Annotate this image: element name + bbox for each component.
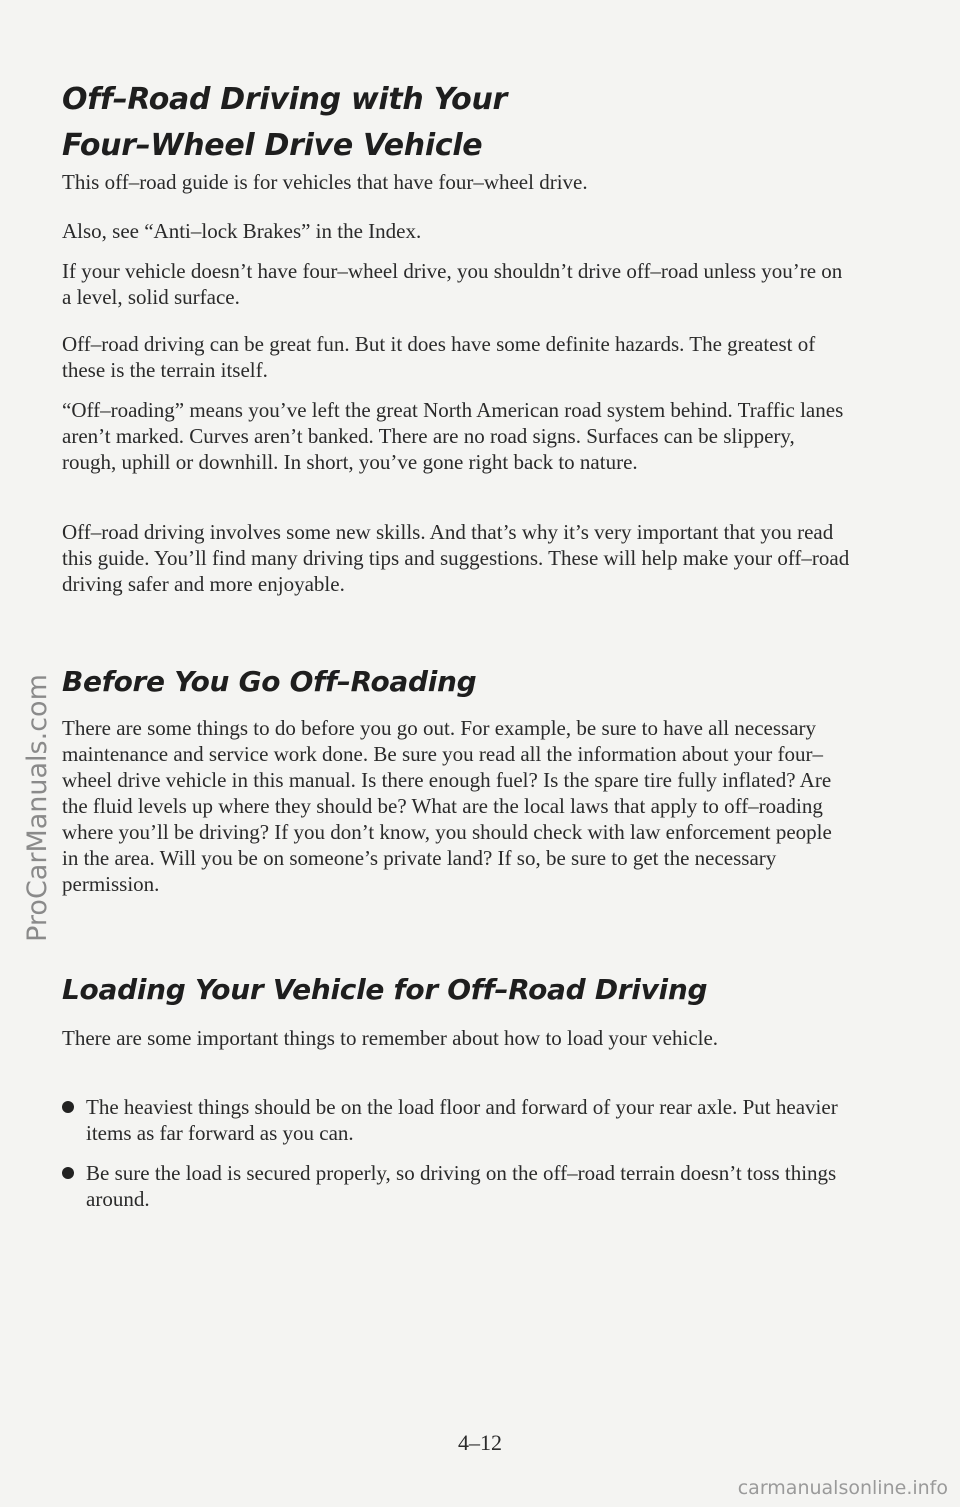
intro-paragraph: Also, see “Anti–lock Brakes” in the Index. xyxy=(62,219,422,243)
bullet-icon xyxy=(62,1167,74,1179)
bullet-icon xyxy=(62,1101,74,1113)
page-title-line2: Four–Wheel Drive Vehicle xyxy=(62,128,483,163)
side-watermark xyxy=(0,618,53,998)
list-item-text: The heaviest things should be on the load floor and forward of your rear axle. Put heavier items as far forward as you can. xyxy=(86,1095,838,1145)
intro-paragraph: Off–road driving involves some new skills. And that’s why it’s very important that you read this guide. You’ll find many driving tips and suggestions. These will help make your off–road driving safer and more enjoyable. xyxy=(62,520,850,596)
intro-paragraph: If your vehicle doesn’t have four–wheel drive, you shouldn’t drive off–road unless you’re on a level, solid surface. xyxy=(62,259,843,309)
bottom-watermark: carmanualsonline.info xyxy=(737,1477,948,1499)
list-item xyxy=(62,1160,862,1212)
section-before-body: There are some things to do before you go out. For example, be sure to have all necessary maintenance and service work done. Be sure you read all the information about your four–wheel drive vehicle in this manual. Is there enough fuel? Is the spare tire fully inflated? Are the fluid levels up where they should be? What are the local laws that apply to off–roading where you’ll be driving? If you don’t know, you should check with law enforcement people in the area. Will you be on someone’s private land? If so, be sure to get the necessary permission. xyxy=(62,716,832,896)
list-item-text: Be sure the load is secured properly, so driving on the off–road terrain doesn’t toss things around. xyxy=(86,1161,837,1211)
intro-paragraph: This off–road guide is for vehicles that have four–wheel drive. xyxy=(62,170,588,194)
side-watermark-text: ProCarManuals.com xyxy=(22,674,53,942)
list-item xyxy=(62,1094,862,1146)
page-number: 4–12 xyxy=(458,1430,502,1455)
page-title-line1: Off–Road Driving with Your xyxy=(62,82,508,117)
section-heading-loading: Loading Your Vehicle for Off–Road Driving xyxy=(62,973,708,1006)
intro-paragraph: “Off–roading” means you’ve left the great North American road system behind. Traffic lanes aren’t marked. Curves aren’t banked. There are no road signs. Surfaces can be slippery, rough, uphill or downhill. In short, you’ve gone right back to nature. xyxy=(62,398,844,474)
section-loading-body: There are some important things to remember about how to load your vehicle. xyxy=(62,1026,719,1050)
intro-paragraph: Off–road driving can be great fun. But it does have some definite hazards. The greatest of these is the terrain itself. xyxy=(62,332,816,382)
section-heading-before: Before You Go Off–Roading xyxy=(62,665,477,698)
